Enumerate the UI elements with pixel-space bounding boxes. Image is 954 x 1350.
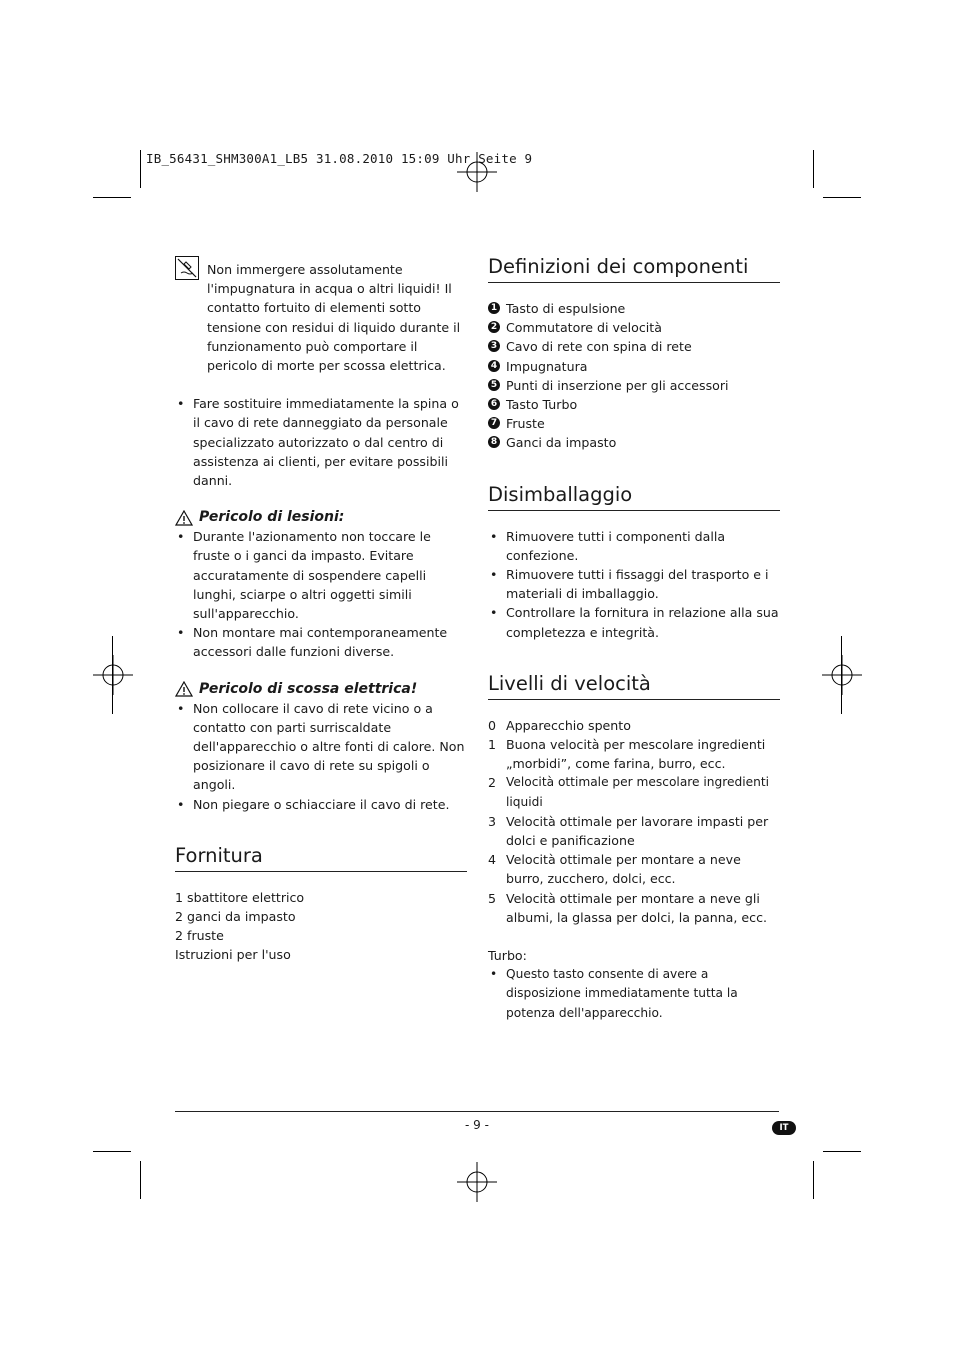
list-item: • Questo tasto consente di avere a disposizione immediatamente tutta la potenza dell'apparecchio. [488,965,780,1023]
list-item [488,414,780,433]
number-badge: 8 [488,436,500,448]
list-item [488,433,780,452]
registration-mark-icon [822,655,862,695]
speed-list [488,716,780,927]
warning-icon [175,681,193,697]
list-item: 1 sbattitore elettrico [175,889,305,905]
speed-heading: Livelli di velocità [488,672,780,700]
crop-mark [813,1161,814,1199]
list-item: 2 fruste [175,928,224,944]
speed-number: 3 [488,813,497,829]
unpack-list [488,527,780,642]
speed-text: Velocità ottimale per lavorare impasti per dolci e panificazione [506,813,769,849]
crop-mark [140,1161,141,1199]
list-item [488,889,780,927]
turbo-label: Turbo: [488,948,527,964]
speed-text: Apparecchio spento [506,717,631,733]
list-item: • Non montare mai contemporaneamente accessori dalle funzioni diverse. [175,623,467,661]
list-item [488,812,780,850]
component-label: Tasto Turbo [506,397,578,413]
crop-mark [841,636,842,714]
number-badge: 4 [488,360,500,372]
number-badge: 1 [488,302,500,314]
list-item [488,299,780,318]
injury-heading-text: Pericolo di lesioni: [199,509,345,526]
speed-number: 5 [488,890,497,906]
list-item [488,357,780,376]
list-item [488,735,780,773]
number-badge: 7 [488,417,500,429]
page-number: - 9 - [465,1118,489,1132]
number-badge: 2 [488,321,500,333]
list-item: • Rimuovere tutti i fissaggi del trasporto e i materiali di imballaggio. [488,565,780,603]
registration-mark-icon [457,1162,497,1202]
language-badge: IT [772,1121,796,1135]
number-badge: 5 [488,379,500,391]
left-column [175,260,467,965]
list-item [488,318,780,337]
footer-divider [175,1111,779,1112]
crop-mark [112,636,113,714]
number-badge: 3 [488,340,500,352]
list-item: • Non collocare il cavo di rete vicino o a contatto con parti surriscaldate dell'apparecchio o altre fonti di calore. Non posizionare il cavo di rete su spigoli o angoli. [175,699,467,795]
shock-list [175,699,467,814]
component-label: Ganci da impasto [506,435,617,451]
number-badge: 6 [488,398,500,410]
crop-mark [93,197,131,198]
speed-text: Velocità ottimale per montare a neve burro, zucchero, dolci, ecc. [506,852,741,887]
component-label: Tasto di espulsione [506,301,626,316]
immerse-warning-text: Non immergere assolutamente l'impugnatura in acqua o altri liquidi! Il contatto fortuito di elementi sotto tensione con residui di liquido durante il funzionamento può comportare il pericolo di morte per scossa elettrica. [207,262,461,374]
speed-number: 4 [488,852,497,868]
components-list [488,299,780,453]
list-item: • Rimuovere tutti i componenti dalla confezione. [488,527,780,565]
speed-text: Buona velocità per mescolare ingredienti „morbidi”, come farina, burro, ecc. [506,737,766,772]
fornitura-heading: Fornitura [175,844,467,872]
speed-text: Velocità ottimale per montare a neve gli albumi, la glassa per dolci, la panna, ecc. [506,890,768,925]
component-label: Commutatore di velocità [506,320,662,336]
shock-heading [175,680,467,699]
speed-number: 0 [488,717,497,733]
injury-list [175,527,467,661]
right-column [488,255,780,1023]
list-item [488,395,780,414]
component-label: Impugnatura [506,358,588,374]
component-label: Fruste [506,416,545,432]
shock-heading-text: Pericolo di scossa elettrica! [199,680,418,697]
list-item: • Fare sostituire immediatamente la spina o il cavo di rete danneggiato da personale specializzato autorizzato o dal centro di assistenza ai clienti, per evitare possibili danni. [175,394,467,490]
speed-text: Velocità ottimale per mescolare ingredienti liquidi [506,775,769,809]
turbo-list [488,965,780,1023]
components-heading: Definizioni dei componenti [488,255,780,283]
crop-mark [140,150,141,188]
list-item: • Controllare la fornitura in relazione alla sua completezza e integrità. [488,603,780,641]
list-item: Istruzioni per l'uso [175,947,291,963]
component-label: Punti di inserzione per gli accessori [506,377,729,393]
crop-mark [93,1151,131,1152]
unpack-heading: Disimballaggio [488,483,780,511]
crop-mark [823,197,861,198]
registration-mark-icon [457,152,497,192]
warning-icon [175,510,193,526]
print-slug: IB_56431_SHM300A1_LB5 31.08.2010 15:09 Uhr Seite 9 [146,151,533,166]
speed-number: 2 [488,775,497,791]
list-item [488,773,780,811]
list-item [488,850,780,888]
list-item: • Durante l'azionamento non toccare le fruste o i ganci da impasto. Evitare accuratamente di sospendere capelli lunghi, sciarpe o altri oggetti simili sull'apparecchio. [175,527,467,623]
speed-number: 1 [488,737,497,753]
component-label: Cavo di rete con spina di rete [506,339,692,355]
list-item [488,337,780,356]
list-item: • Non piegare o schiacciare il cavo di rete. [175,795,467,814]
registration-mark-icon [93,655,133,695]
crop-mark [823,1151,861,1152]
replace-list [175,394,467,490]
crop-mark [813,150,814,188]
list-item [488,376,780,395]
fornitura-list [175,888,467,965]
list-item: 2 ganci da impasto [175,909,296,925]
list-item [488,716,780,735]
injury-heading [175,508,467,527]
